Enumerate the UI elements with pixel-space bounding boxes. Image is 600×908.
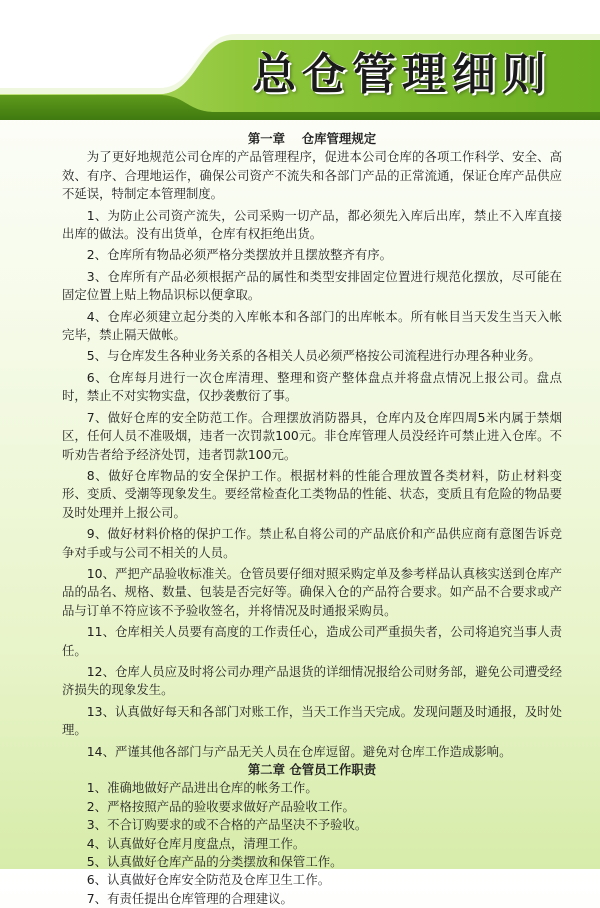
duty-item: 1、准确地做好产品进出仓库的帐务工作。: [86, 780, 318, 796]
regulation-body: [62, 130, 562, 908]
duty-item: 6、认真做好仓库安全防范及仓库卫生工作。: [86, 872, 331, 888]
rule-item: 7、做好仓库的安全防范工作。合理摆放消防器具，仓库内及仓库四周5米内属于禁烟区，任何人员不准吸烟，违者一次罚款100元。非仓库管理人员没经许可禁止进入仓库。不听劝告者给予经济处罚，违者罚款100元。: [62, 409, 562, 462]
rule-item: 1、为防止公司资产流失，公司采购一切产品，都必须先入库后出库，禁止不入库直接出库的做法。没有出货单，仓库有权拒绝出货。: [62, 207, 562, 242]
rule-item: 11、仓库相关人员要有高度的工作责任心，造成公司严重损失者，公司将追究当事人责任。: [62, 624, 562, 658]
rule-item: 2、仓库所有物品必须严格分类摆放并且摆放整齐有序。: [86, 247, 393, 263]
rule-item: 10、严把产品验收标准关。仓管员要仔细对照采购定单及参考样品认真核实送到仓库产品的品名、规格、数量、包装是否完好等。确保入仓的产品符合要求。如产品不合要求或产品与订单不符应该不予验收签名，并将情况及时通报采购员。: [62, 565, 562, 618]
rule-item: 4、仓库必须建立起分类的入库帐本和各部门的出库帐本。所有帐目当天发生当天入帐完毕，禁止隔天做帐。: [62, 308, 562, 343]
rule-item: 5、与仓库发生各种业务关系的各相关人员必须严格按公司流程进行办理各种业务。: [86, 348, 541, 364]
duty-item: 4、认真做好仓库月度盘点，清理工作。: [86, 835, 306, 851]
duty-item: 5、认真做好仓库产品的分类摆放和保管工作。: [86, 854, 343, 870]
duty-item: 7、有责任提出仓库管理的合理建议。: [86, 890, 293, 906]
chapter-2-heading: 第二章 仓管员工作职责: [247, 762, 377, 777]
rule-item: 9、做好材料价格的保护工作。禁止私自将公司的产品底价和产品供应商有意图告诉竞争对手或与公司不相关的人员。: [62, 526, 562, 560]
duty-item: 3、不合订购要求的或不合格的产品坚决不予验收。: [86, 817, 368, 833]
intro-paragraph: 为了更好地规范公司仓库的产品管理程序，促进本公司仓库的各项工作科学、安全、高效、有序、合理地运作，确保公司资产不流失和各部门产品的正常流通，保证仓库产品供应不延误，特制定本管理制度。: [62, 149, 562, 202]
chapter-1-heading: 第一章 仓库管理规定: [247, 131, 377, 146]
rule-item: 13、认真做好每天和各部门对账工作，当天工作当天完成。发现问题及时通报，及时处理。: [62, 703, 562, 738]
rule-item: 12、仓库人员应及时将公司办理产品退货的详细情况报给公司财务部，避免公司遭受经济损失的现象发生。: [62, 663, 562, 698]
rule-item: 8、做好仓库物品的安全保护工作。根据材料的性能合理放置各类材料，防止材料变形、变质、受潮等现象发生。要经常检查化工类物品的性能、状态，变质且有危险的物品要及时处理并上报公司。: [62, 467, 562, 520]
rule-item: 6、仓库每月进行一次仓库清理、整理和资产整体盘点并将盘点情况上报公司。盘点时，禁止不对实物实盘，仅抄袭敷衍了事。: [62, 369, 562, 404]
rule-item: 3、仓库所有产品必须根据产品的属性和类型安排固定位置进行规范化摆放，尽可能在固定位置上贴上物品识标以便拿取。: [62, 268, 562, 303]
header-banner: [0, 0, 600, 130]
duty-item: 2、严格按照产品的验收要求做好产品验收工作。: [86, 798, 355, 814]
rule-item: 14、严谨其他各部门与产品无关人员在仓库逗留。避免对仓库工作造成影响。: [86, 743, 512, 759]
page-title: 总仓管理细则: [252, 49, 552, 100]
